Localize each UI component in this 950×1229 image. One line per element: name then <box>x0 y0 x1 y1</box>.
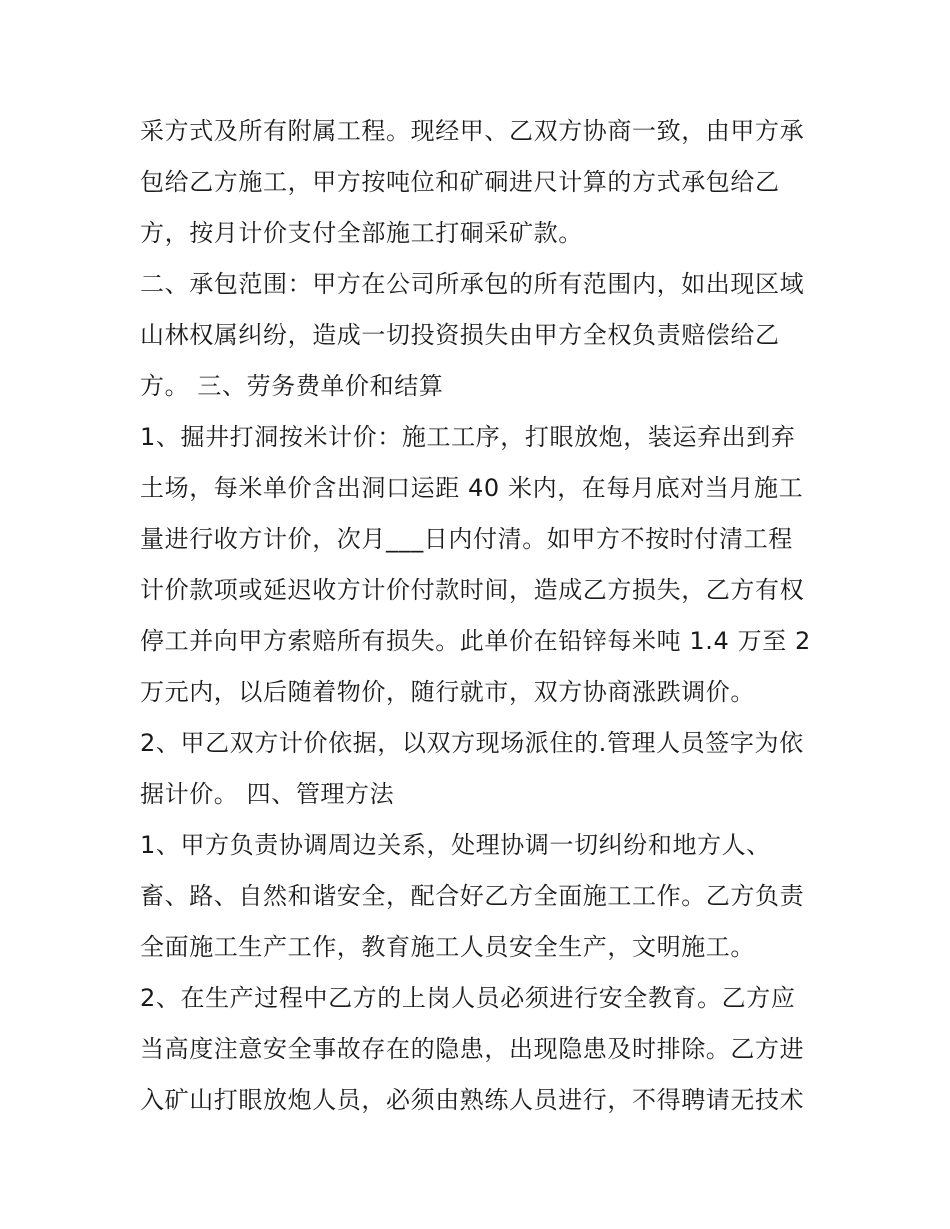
text-line: 入矿山打眼放炮人员，必须由熟练人员进行，不得聘请无技术 <box>140 1086 805 1114</box>
text-line: 山林权属纠纷，造成一切投资损失由甲方全权负责赔偿给乙 <box>140 321 780 349</box>
text-line: 方。 三、劳务费单价和结算 <box>140 372 444 400</box>
text-line: 计价款项或延迟收方计价付款时间，造成乙方损失，乙方有权 <box>140 576 805 604</box>
text-line: 据计价。 四、管理方法 <box>140 780 395 808</box>
text-line: 土场，每米单价含出洞口运距 40 米内，在每月底对当月施工 <box>140 474 804 502</box>
text-line: 畜、路、自然和谐安全，配合好乙方全面施工工作。乙方负责 <box>140 882 805 910</box>
contract-text-body <box>140 106 820 1126</box>
text-line: 停工并向甲方索赔所有损失。此单价在铅锌每米吨 1.4 万至 2 <box>140 627 811 655</box>
text-line: 二、承包范围：甲方在公司所承包的所有范围内，如出现区域 <box>140 270 805 298</box>
text-line: 2、在生产过程中乙方的上岗人员必须进行安全教育。乙方应 <box>140 984 796 1012</box>
text-line: 包给乙方施工，甲方按吨位和矿硐进尺计算的方式承包给乙 <box>140 168 780 196</box>
text-line: 当高度注意安全事故存在的隐患，出现隐患及时排除。乙方进 <box>140 1035 805 1063</box>
text-line: 量进行收方计价，次月___日内付清。如甲方不按时付清工程 <box>140 525 793 553</box>
text-line: 1、甲方负责协调周边关系，处理协调一切纠纷和地方人、 <box>140 831 771 859</box>
text-line: 1、掘井打洞按米计价：施工工序，打眼放炮，装运弃出到弃 <box>140 423 796 451</box>
text-line: 全面施工生产工作，教育施工人员安全生产，文明施工。 <box>140 933 755 961</box>
text-line: 方，按月计价支付全部施工打硐采矿款。 <box>140 219 583 247</box>
text-line: 采方式及所有附属工程。现经甲、乙双方协商一致，由甲方承 <box>140 117 805 145</box>
text-line: 万元内，以后随着物价，随行就市，双方协商涨跌调价。 <box>140 678 755 706</box>
text-line: 2、甲乙双方计价依据，以双方现场派住的.管理人员签字为依 <box>140 729 804 757</box>
